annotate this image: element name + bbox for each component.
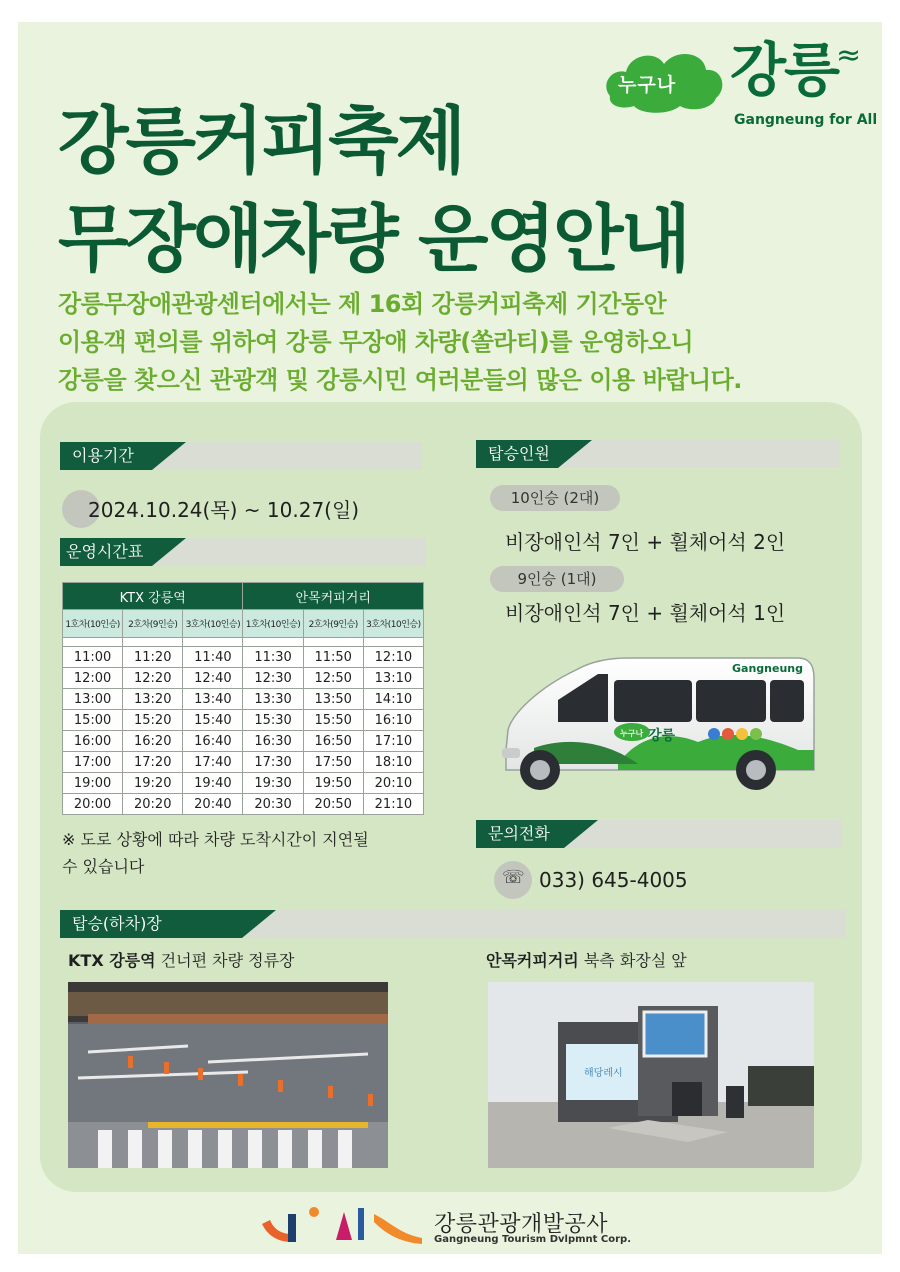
corporation-name: 강릉관광개발공사 [434, 1212, 609, 1237]
period-value: 2024.10.24(목) ~ 10.27(일) [88, 498, 360, 522]
table-group-header: 안목커피거리 [243, 583, 424, 610]
stop2-detail: 북측 화장실 앞 [578, 951, 687, 970]
corporation-logo-mark [330, 1204, 426, 1246]
note-line: ※ 도로 상황에 따라 차량 도착시간이 지연될 [62, 830, 369, 849]
table-cell: 12:00 [63, 668, 123, 689]
gangneung-logo [600, 30, 880, 130]
contact-header [476, 820, 842, 848]
vehicle-seat-info: 비장애인석 7인 + 휠체어석 2인 [505, 530, 786, 554]
table-row [63, 794, 424, 815]
table-cell: 18:10 [363, 752, 423, 773]
table-column-header: 1호차(10인승) [243, 610, 303, 638]
capacity-header [476, 440, 840, 468]
corporation-logo [258, 1204, 328, 1246]
stops-header [60, 910, 845, 938]
table-cell: 19:00 [63, 773, 123, 794]
table-cell: 19:20 [123, 773, 183, 794]
table-cell: 12:10 [363, 647, 423, 668]
ktx-station-photo [68, 982, 388, 1168]
table-row [63, 647, 424, 668]
table-cell: 13:10 [363, 668, 423, 689]
van-badge-text: 누구나 [620, 729, 644, 738]
table-cell: 16:00 [63, 731, 123, 752]
anmok-coffee-street-photo [488, 982, 814, 1168]
table-cell: 15:40 [183, 710, 243, 731]
table-cell: 15:20 [123, 710, 183, 731]
page-title-line2: 무장애차량 운영안내 [58, 197, 689, 282]
table-row [63, 773, 424, 794]
table-cell: 21:10 [363, 794, 423, 815]
table-cell: 11:40 [183, 647, 243, 668]
table-cell: 11:20 [123, 647, 183, 668]
sign-text: 해당레시 [584, 1068, 623, 1079]
table-row [63, 668, 424, 689]
table-cell: 20:50 [303, 794, 363, 815]
table-cell: 14:10 [363, 689, 423, 710]
schedule-header [60, 538, 426, 566]
wave-icon: ≈ [836, 38, 862, 73]
stop1-detail: 건너편 차량 정류장 [155, 951, 295, 970]
table-cell: 12:50 [303, 668, 363, 689]
table-row [63, 752, 424, 773]
stops-header-label: 탑승(하차)장 [60, 910, 242, 938]
vehicle-type-badge: 9인승 (1대) [490, 566, 624, 592]
vehicle-seat-info: 비장애인석 7인 + 휠체어석 1인 [505, 601, 786, 625]
intro-line: 강릉을 찾으신 관광객 및 강릉시민 여러분들의 많은 이용 바랍니다. [58, 366, 742, 394]
table-column-header: 2호차(9인승) [123, 610, 183, 638]
intro-line: 이용객 편의를 위하여 강릉 무장애 차량(쏠라티)를 운영하오니 [58, 328, 694, 356]
contact-header-label: 문의전화 [476, 820, 564, 848]
table-cell: 11:30 [243, 647, 303, 668]
van-logo-text: 강릉 [648, 728, 676, 744]
table-cell: 17:30 [243, 752, 303, 773]
table-cell: 16:50 [303, 731, 363, 752]
corporation-name-en: Gangneung Tourism Dvlpmnt Corp. [434, 1234, 632, 1245]
logo-badge-text: 누구나 [618, 74, 677, 96]
table-cell: 17:00 [63, 752, 123, 773]
table-cell: 17:10 [363, 731, 423, 752]
table-cell: 20:40 [183, 794, 243, 815]
table-cell: 17:20 [123, 752, 183, 773]
table-cell: 20:20 [123, 794, 183, 815]
table-cell: 15:00 [63, 710, 123, 731]
table-cell: 19:40 [183, 773, 243, 794]
schedule-header-label: 운영시간표 [60, 538, 152, 566]
capacity-header-label: 탑승인원 [476, 440, 558, 468]
telephone-glyph: ☏ [502, 867, 525, 888]
vehicle-type-badge: 10인승 (2대) [490, 485, 620, 511]
table-row [63, 689, 424, 710]
period-header [60, 442, 422, 470]
table-column-header: 1호차(10인승) [63, 610, 123, 638]
table-cell: 20:00 [63, 794, 123, 815]
intro-line: 강릉무장애관광센터에서는 제 16회 강릉커피축제 기간동안 [58, 290, 667, 318]
stop2-caption [486, 948, 687, 971]
table-row [63, 731, 424, 752]
table-cell: 12:20 [123, 668, 183, 689]
table-cell: 16:30 [243, 731, 303, 752]
table-column-header: 3호차(10인승) [183, 610, 243, 638]
table-column-header: 2호차(9인승) [303, 610, 363, 638]
table-column-header: 3호차(10인승) [363, 610, 423, 638]
page-title-line1: 강릉커피축제 [58, 99, 464, 184]
table-row [63, 710, 424, 731]
schedule-table [62, 582, 424, 815]
table-cell: 15:30 [243, 710, 303, 731]
schedule-note [62, 826, 369, 880]
table-group-header: KTX 강릉역 [63, 583, 243, 610]
logo-subtitle: Gangneung for All [734, 112, 878, 128]
table-cell: 15:50 [303, 710, 363, 731]
contact-phone: 033) 645-4005 [539, 868, 688, 892]
stop1-caption [68, 948, 295, 971]
stop2-name: 안목커피거리 [486, 951, 579, 970]
table-cell: 13:20 [123, 689, 183, 710]
logo-main-text: 강릉 [730, 36, 839, 104]
van-image [498, 652, 818, 802]
period-header-label: 이용기간 [60, 442, 152, 470]
table-cell: 11:50 [303, 647, 363, 668]
table-cell: 11:00 [63, 647, 123, 668]
table-cell: 12:40 [183, 668, 243, 689]
van-brand-text: Gangneung [732, 662, 803, 675]
table-cell: 17:50 [303, 752, 363, 773]
table-cell: 13:40 [183, 689, 243, 710]
table-cell: 20:30 [243, 794, 303, 815]
stop1-name: KTX 강릉역 [68, 951, 156, 970]
table-cell: 16:40 [183, 731, 243, 752]
table-cell: 20:10 [363, 773, 423, 794]
table-cell: 19:50 [303, 773, 363, 794]
table-cell: 13:00 [63, 689, 123, 710]
table-cell: 13:50 [303, 689, 363, 710]
note-line: 수 있습니다 [62, 857, 145, 876]
table-cell: 17:40 [183, 752, 243, 773]
table-cell: 13:30 [243, 689, 303, 710]
table-cell: 16:10 [363, 710, 423, 731]
table-cell: 19:30 [243, 773, 303, 794]
intro-text [58, 285, 742, 399]
table-cell: 16:20 [123, 731, 183, 752]
table-cell: 12:30 [243, 668, 303, 689]
